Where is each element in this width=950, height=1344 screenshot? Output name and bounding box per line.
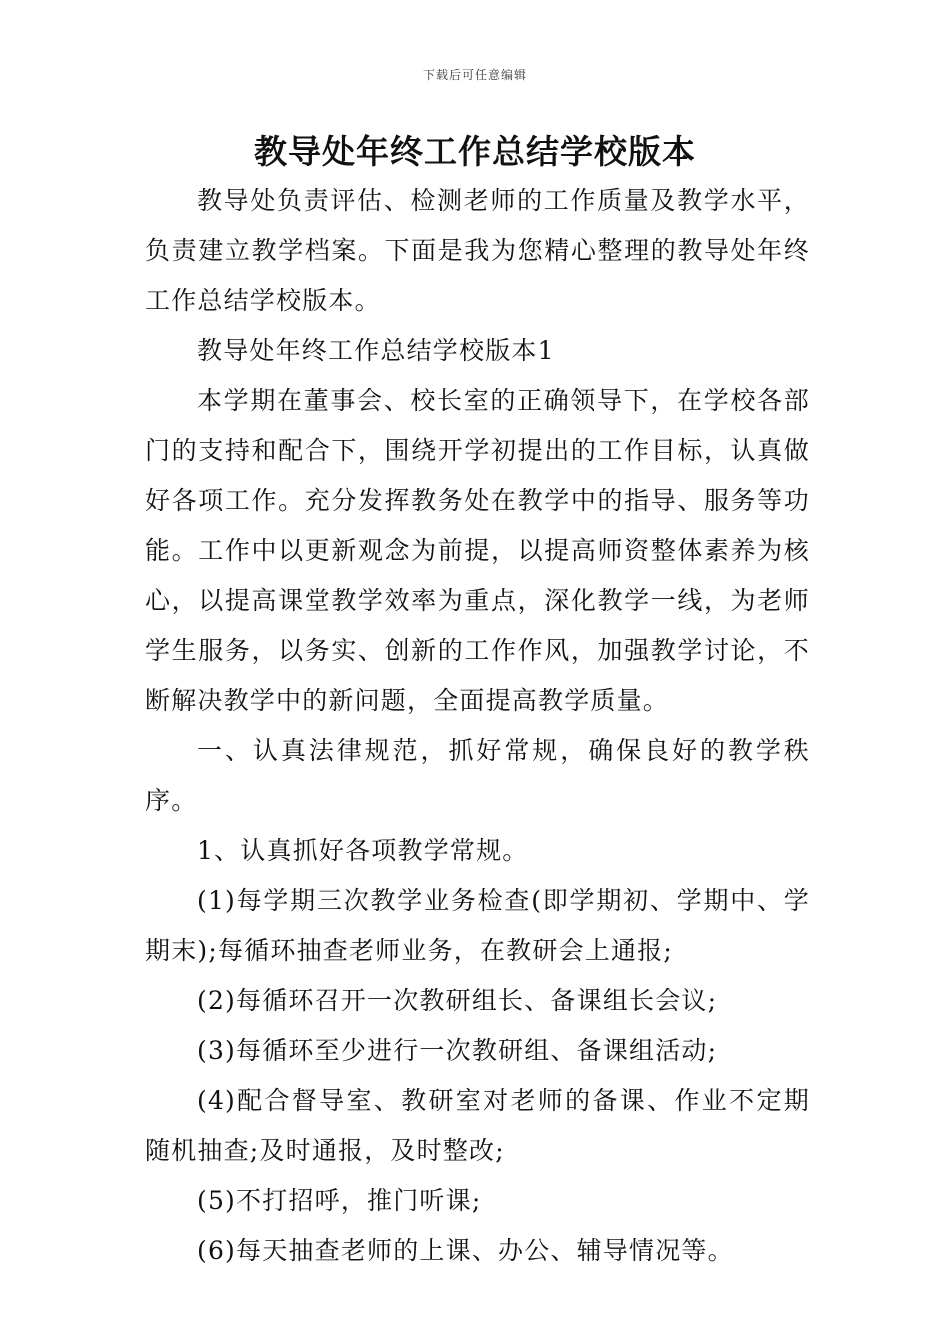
paragraph-body: 本学期在董事会、校长室的正确领导下，在学校各部门的支持和配合下，围绕开学初提出的工作目标，认真做好各项工作。充分发挥教务处在教学中的指导、服务等功能。工作中以更新观念为前提，以提高师资整体素养为核心，以提高课堂教学效率为重点，深化教学一线，为老师学生服务，以务实、创新的工作作风，加强教学讨论，不断解决教学中的新问题，全面提高教学质量。 xyxy=(145,386,810,715)
paragraph-subsection-heading: 1、认真抓好各项教学常规。 xyxy=(197,836,529,865)
paragraph-list-item-6: (6)每天抽查老师的上课、办公、辅导情况等。 xyxy=(197,1236,734,1265)
paragraph-subtitle: 教导处年终工作总结学校版本1 xyxy=(197,336,555,365)
document-body xyxy=(145,176,810,1276)
paragraph-list-item-2: (2)每循环召开一次教研组长、备课组长会议; xyxy=(197,986,718,1015)
paragraph-list-item-1: (1)每学期三次教学业务检查(即学期初、学期中、学期末);每循环抽查老师业务，在教研会上通报; xyxy=(145,886,810,965)
paragraph-list-item-5: (5)不打招呼，推门听课; xyxy=(197,1186,482,1215)
paragraph-list-item-4: (4)配合督导室、教研室对老师的备课、作业不定期随机抽查;及时通报，及时整改; xyxy=(145,1086,810,1165)
document-title: 教导处年终工作总结学校版本 xyxy=(254,132,696,171)
header-note: 下载后可任意编辑 xyxy=(422,68,527,82)
paragraph-list-item-3: (3)每循环至少进行一次教研组、备课组活动; xyxy=(197,1036,718,1065)
paragraph-intro: 教导处负责评估、检测老师的工作质量及教学水平，负责建立教学档案。下面是我为您精心整理的教导处年终工作总结学校版本。 xyxy=(145,186,810,315)
paragraph-section-heading: 一、认真法律规范，抓好常规，确保良好的教学秩序。 xyxy=(145,736,810,815)
